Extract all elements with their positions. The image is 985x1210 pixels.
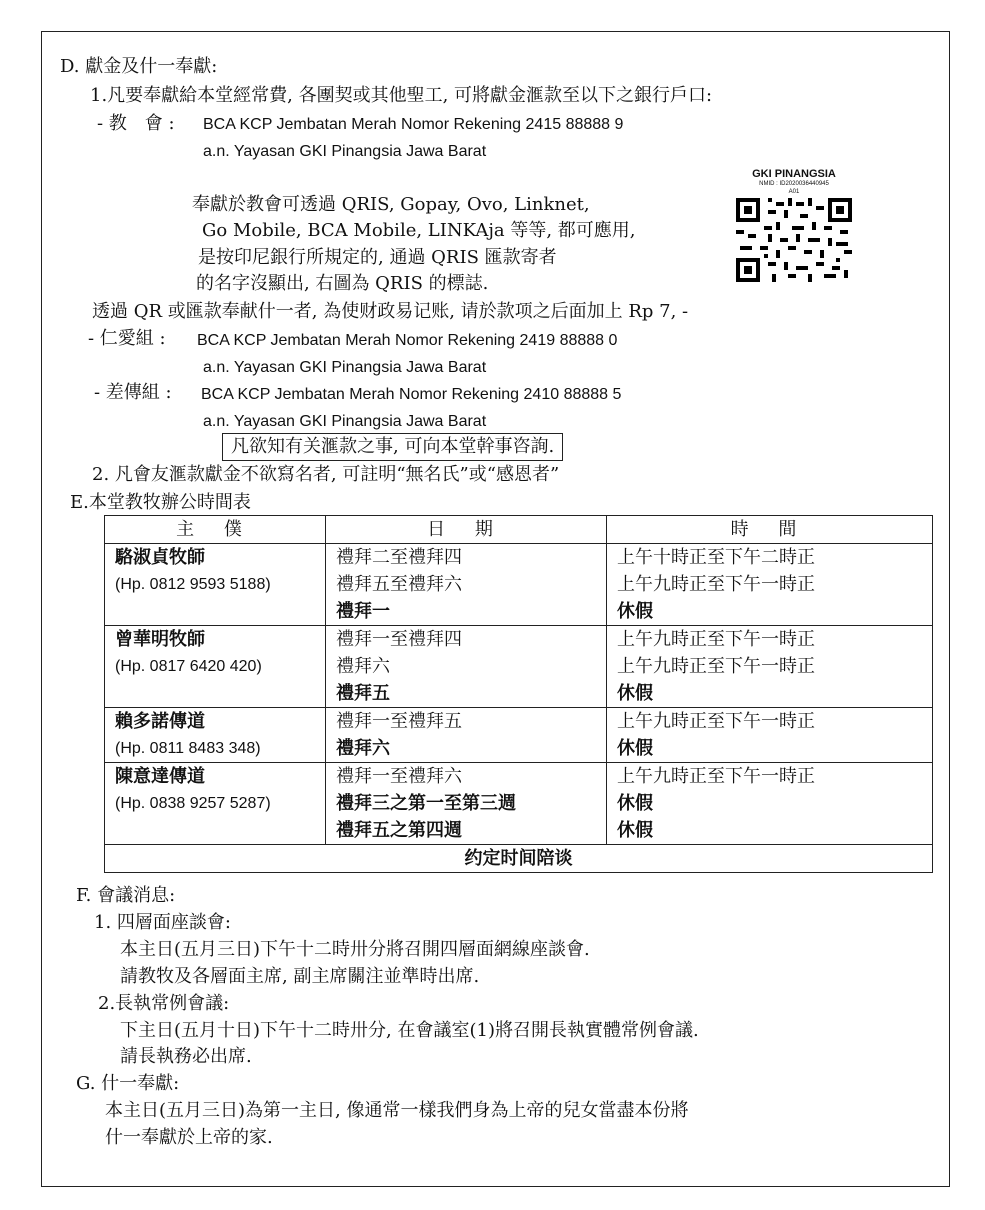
church-label: - 教 會 : bbox=[97, 113, 175, 134]
day-range: 禮拜一至禮拜四 bbox=[336, 629, 462, 650]
mission-group-bank-account: BCA KCP Jembatan Merah Nomor Rekening 2410 88888 5 bbox=[201, 386, 622, 403]
day-range: 禮拜六 bbox=[336, 656, 390, 677]
qr-title: GKI PINANGSIA bbox=[752, 168, 836, 180]
day-off: 禮拜五之第四週 bbox=[336, 820, 462, 841]
meeting-1-line-2: 請教牧及各層面主席, 副主席關注並準時出席. bbox=[120, 966, 480, 987]
qris-line-4: 的名字沒顯出, 右圖為 QRIS 的標誌. bbox=[196, 273, 489, 294]
col-header-servant: 主 僕 bbox=[105, 516, 326, 544]
table-row bbox=[105, 544, 933, 626]
qr-code-id: A01 bbox=[788, 189, 800, 195]
day-range: 禮拜一至禮拜六 bbox=[336, 766, 462, 787]
time-off: 休假 bbox=[617, 820, 653, 841]
servant-phone: (Hp. 0838 9257 5287) bbox=[115, 795, 271, 812]
time-range: 上午九時正至下午一時正 bbox=[617, 629, 815, 650]
day-off: 禮拜一 bbox=[336, 601, 390, 622]
day-off: 禮拜三之第一至第三週 bbox=[336, 793, 516, 814]
table-row bbox=[105, 763, 933, 845]
appointment-note: 约定时间陪谈 bbox=[105, 845, 933, 873]
servant-name: 陳意達傳道 bbox=[115, 766, 205, 787]
love-group-bank-account: BCA KCP Jembatan Merah Nomor Rekening 2419 88888 0 bbox=[197, 332, 618, 349]
servant-phone: (Hp. 0817 6420 420) bbox=[115, 658, 262, 675]
time-range: 上午九時正至下午一時正 bbox=[617, 574, 815, 595]
section-d-item1: 1.凡要奉獻給本堂經常費, 各團契或其他聖工, 可將獻金滙款至以下之銀行戶口: bbox=[90, 85, 713, 106]
day-range: 禮拜二至禮拜四 bbox=[336, 547, 462, 568]
qris-logo bbox=[728, 168, 860, 292]
servant-name: 曾華明牧師 bbox=[115, 629, 205, 650]
qris-line-1: 奉獻於教會可透過 QRIS, Gopay, Ovo, Linknet, bbox=[192, 194, 590, 215]
col-header-time: 時 間 bbox=[607, 516, 933, 544]
qr-nmid: NMID : ID2020036440945 bbox=[759, 181, 829, 187]
table-footer-row bbox=[105, 845, 933, 873]
tithe-line-1: 本主日(五月三日)為第一主日, 像通常一樣我們身為上帝的兒女當盡本份將 bbox=[105, 1100, 689, 1121]
tithe-note: 透過 QR 或匯款奉献什一者, 為使财政易记账, 请於款项之后面加上 Rp 7, - bbox=[92, 301, 689, 322]
time-range: 上午十時正至下午二時正 bbox=[617, 547, 815, 568]
col-header-date: 日 期 bbox=[326, 516, 607, 544]
meeting-1-line-1: 本主日(五月三日)下午十二時卅分將召開四層面網線座談會. bbox=[120, 939, 590, 960]
boxed-note: 凡欲知有关滙款之事, 可向本堂幹事咨詢. bbox=[222, 433, 563, 461]
qris-line-3: 是按印尼銀行所規定的, 通過 QRIS 匯款寄者 bbox=[198, 247, 557, 268]
time-range: 上午九時正至下午一時正 bbox=[617, 711, 815, 732]
table-row bbox=[105, 626, 933, 708]
church-bank-account: BCA KCP Jembatan Merah Nomor Rekening 2415 88888 9 bbox=[203, 116, 624, 133]
time-off: 休假 bbox=[617, 601, 653, 622]
section-g-heading: G. 什一奉獻: bbox=[76, 1073, 180, 1094]
church-account-name: a.n. Yayasan GKI Pinangsia Jawa Barat bbox=[203, 143, 487, 160]
time-off: 休假 bbox=[617, 738, 653, 759]
mission-group-label: - 差傳組 : bbox=[94, 382, 172, 403]
office-hours-table bbox=[104, 515, 933, 873]
time-range: 上午九時正至下午一時正 bbox=[617, 656, 815, 677]
love-group-label: - 仁愛組 : bbox=[88, 328, 166, 349]
qr-code-icon bbox=[735, 198, 853, 282]
mission-group-account-name: a.n. Yayasan GKI Pinangsia Jawa Barat bbox=[203, 413, 487, 430]
servant-name: 駱淑貞牧師 bbox=[115, 547, 205, 568]
time-off: 休假 bbox=[617, 683, 653, 704]
servant-phone: (Hp. 0811 8483 348) bbox=[115, 740, 261, 757]
meeting-2-line-1: 下主日(五月十日)下午十二時卅分, 在會議室(1)將召開長執實體常例會議. bbox=[120, 1020, 699, 1041]
section-d-heading: D. 獻金及什一奉獻: bbox=[60, 56, 218, 77]
day-off: 禮拜六 bbox=[336, 738, 390, 759]
meeting-2-line-2: 請長執務必出席. bbox=[120, 1046, 252, 1067]
meeting-1-title: 1. 四層面座談會: bbox=[94, 912, 231, 933]
meeting-2-title: 2.長執常例會議: bbox=[98, 993, 230, 1014]
day-range: 禮拜一至禮拜五 bbox=[336, 711, 462, 732]
day-range: 禮拜五至禮拜六 bbox=[336, 574, 462, 595]
servant-phone: (Hp. 0812 9593 5188) bbox=[115, 576, 271, 593]
tithe-line-2: 什一奉獻於上帝的家. bbox=[105, 1127, 273, 1148]
day-off: 禮拜五 bbox=[336, 683, 390, 704]
table-row bbox=[105, 708, 933, 763]
section-d-item2: 2. 凡會友滙款獻金不欲寫名者, 可註明“無名氏”或“感恩者” bbox=[92, 464, 560, 485]
table-header-row bbox=[105, 516, 933, 544]
time-range: 上午九時正至下午一時正 bbox=[617, 766, 815, 787]
servant-name: 賴多諾傳道 bbox=[115, 711, 205, 732]
section-e-heading: E.本堂教牧辦公時間表 bbox=[70, 492, 251, 513]
section-f-heading: F. 會議消息: bbox=[76, 885, 176, 906]
time-off: 休假 bbox=[617, 793, 653, 814]
qris-line-2: Go Mobile, BCA Mobile, LINKAja 等等, 都可應用, bbox=[202, 220, 636, 241]
love-group-account-name: a.n. Yayasan GKI Pinangsia Jawa Barat bbox=[203, 359, 487, 376]
